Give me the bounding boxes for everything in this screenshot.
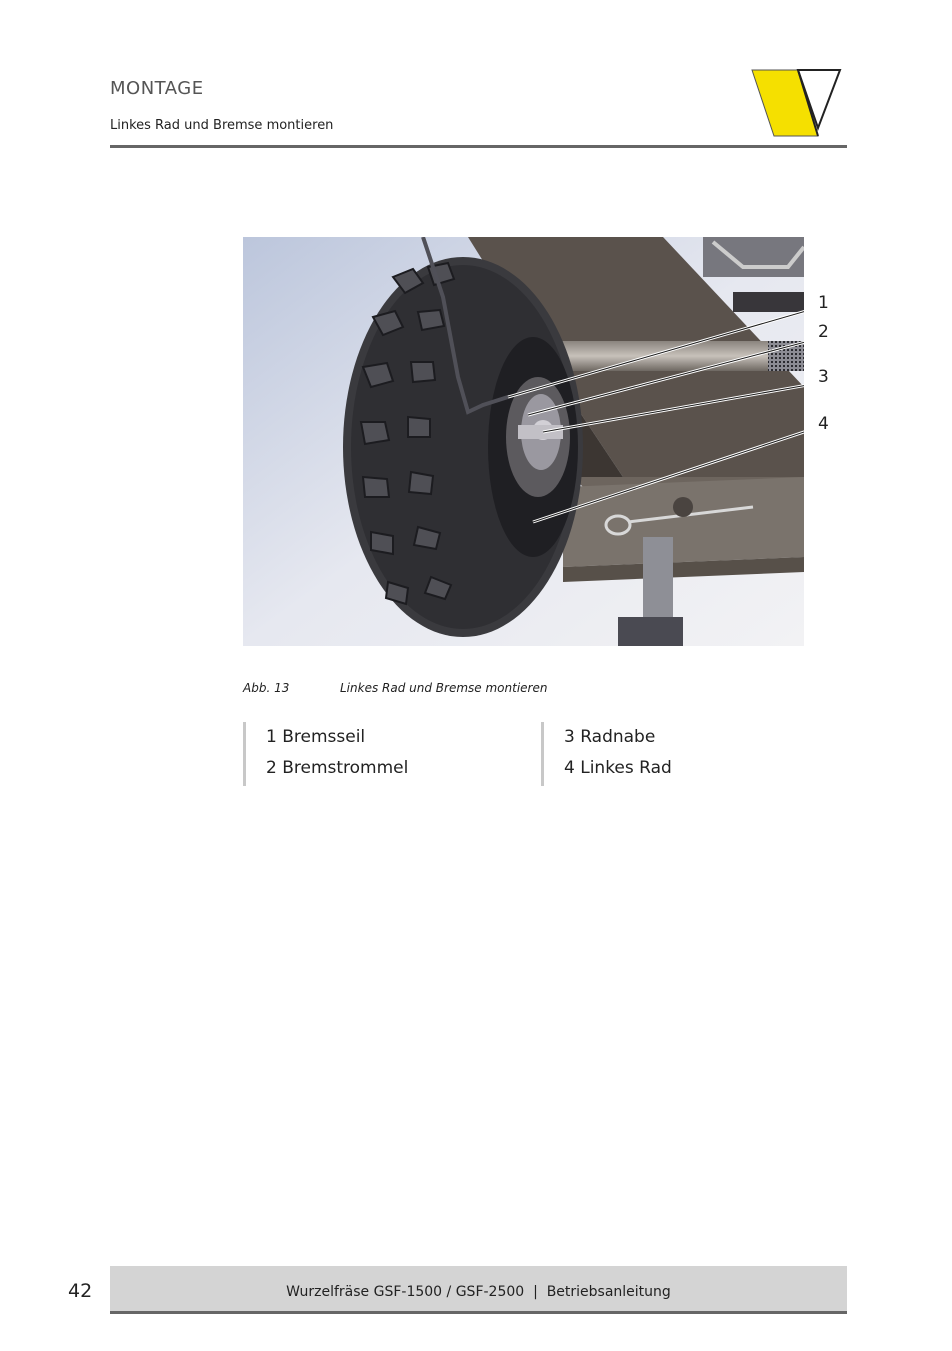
footer-divider (110, 1311, 847, 1314)
callout-3: 3 (818, 367, 829, 387)
page-number: 42 (68, 1280, 93, 1302)
legend-item: 3 Radnabe (564, 727, 656, 747)
company-logo (748, 66, 844, 140)
footer-text: Wurzelfräse GSF-1500 / GSF-2500 | Betriebsanleitung (286, 1284, 671, 1300)
legend-item: 1 Bremsseil (266, 727, 366, 747)
legend-item: 4 Linkes Rad (564, 758, 672, 778)
caption-text: Linkes Rad und Bremse montieren (340, 681, 548, 695)
figure-caption (243, 681, 547, 695)
wheel-assembly-illustration (243, 237, 804, 646)
callout-2: 2 (818, 322, 829, 342)
header-divider (110, 145, 847, 148)
legend-left (243, 722, 408, 786)
legend-right (541, 722, 672, 786)
section-title: MONTAGE (110, 78, 204, 99)
figure-wheel-brake (243, 237, 804, 646)
caption-number: Abb. 13 (243, 681, 290, 695)
callout-1: 1 (818, 293, 829, 313)
callout-4: 4 (818, 414, 829, 434)
page-subtitle: Linkes Rad und Bremse montieren (110, 118, 334, 133)
legend-item: 2 Bremstrommel (266, 758, 409, 778)
